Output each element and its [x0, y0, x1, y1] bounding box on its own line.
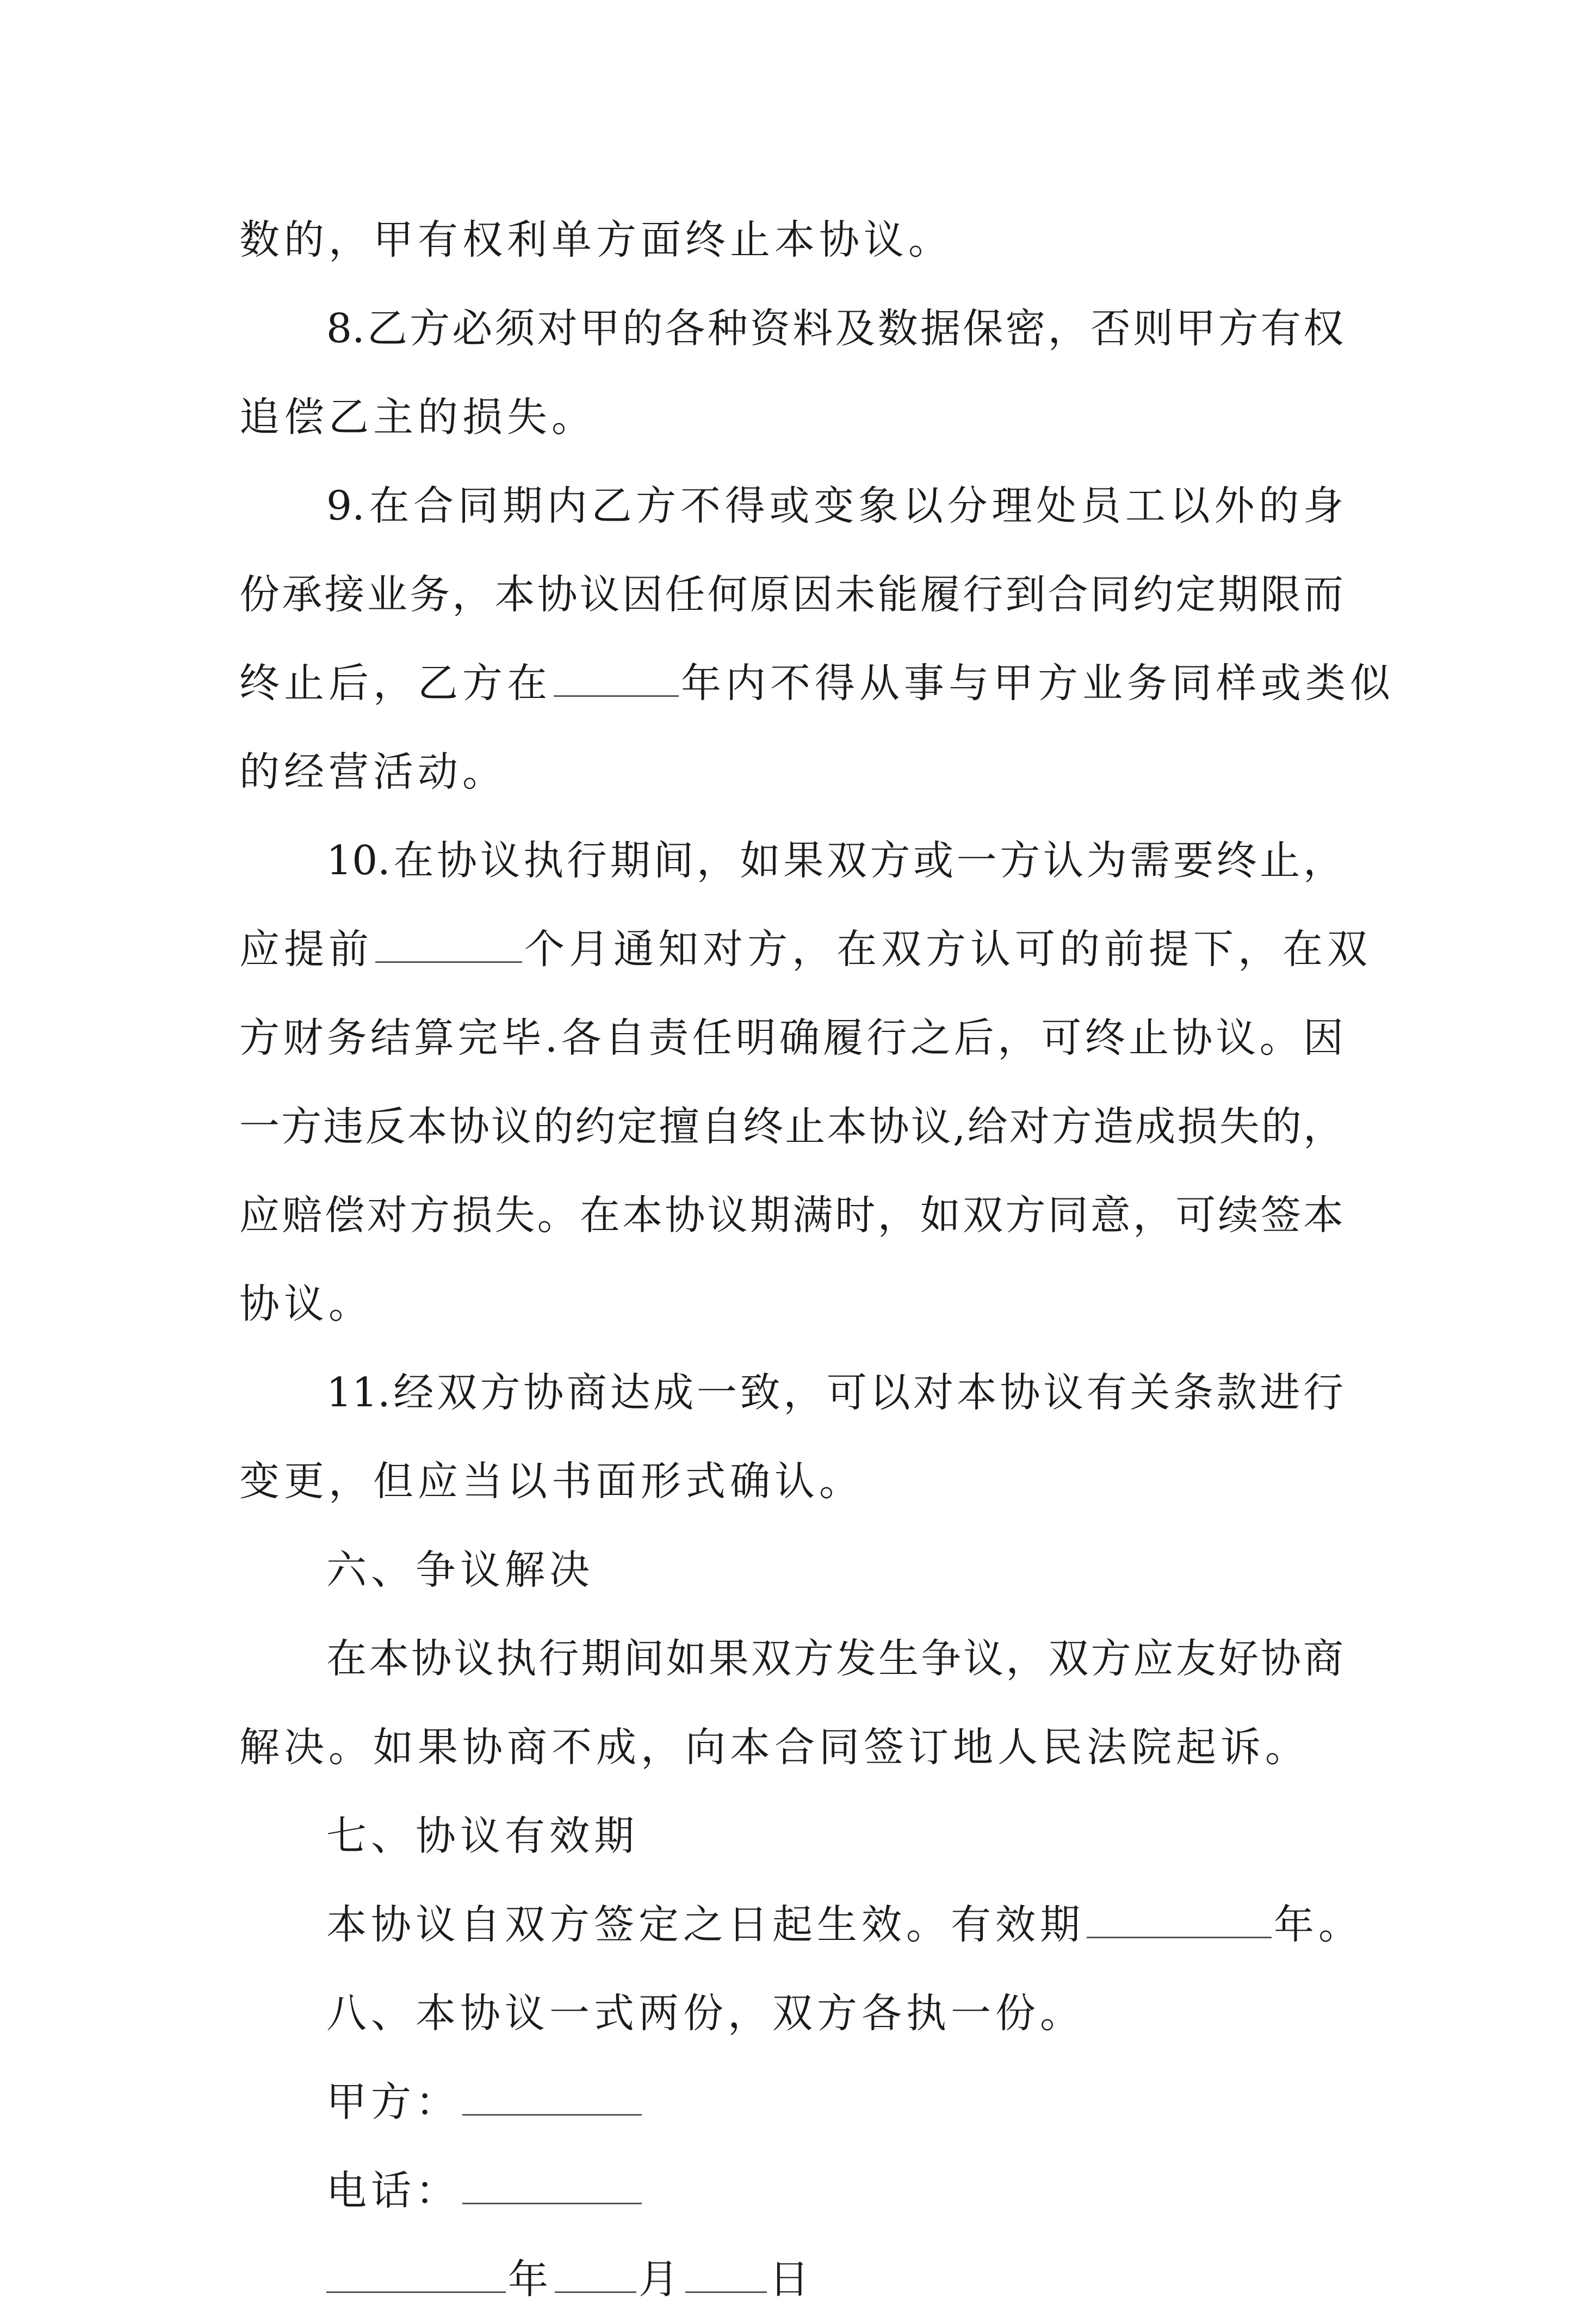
date-day-blank[interactable]	[685, 2253, 767, 2293]
paragraph-line	[239, 994, 1343, 1083]
date-year-blank[interactable]	[326, 2253, 506, 2293]
fill-in-blank-months[interactable]	[375, 923, 522, 963]
date-month-blank[interactable]	[555, 2253, 636, 2293]
line-text: 应赔偿对方损失。在本协议期满时，如双方同意，可续签本	[239, 1192, 1343, 1239]
paragraph-line	[239, 728, 1343, 817]
signature-date	[239, 2235, 1343, 2324]
line-text: 年内不得从事与甲方业务同样或类似	[681, 660, 1395, 707]
line-text: 的经营活动。	[239, 749, 507, 795]
line-text: 终止后，乙方在	[239, 660, 551, 707]
section-heading-validity	[239, 1792, 1343, 1881]
line-text: 方财务结算完毕.各自责任明确履行之后，可终止协议。因	[239, 1015, 1343, 1061]
line-text: 数的，甲有权利单方面终止本协议。	[239, 217, 953, 263]
paragraph-line-with-blank	[239, 639, 1395, 728]
line-text: 10.在协议执行期间，如果双方或一方认为需要终止，	[326, 837, 1343, 884]
year-label: 年	[508, 2256, 553, 2303]
paragraph-line	[239, 196, 1343, 285]
clause-9-line	[239, 462, 1343, 551]
paragraph-line-with-blank	[239, 905, 1372, 994]
line-text: 份承接业务，本协议因任何原因未能履行到合同约定期限而	[239, 571, 1343, 618]
line-text: 本协议自双方签定之日起生效。有效期	[326, 1901, 1085, 1948]
clause-10-line	[239, 817, 1343, 905]
paragraph-line	[239, 1615, 1343, 1703]
paragraph-line	[239, 1083, 1343, 1171]
line-text: 11.经双方协商达成一致，可以对本协议有关条款进行	[326, 1369, 1343, 1416]
paragraph-line	[239, 551, 1343, 639]
line-text: 协议。	[239, 1281, 373, 1327]
line-text: 在本协议执行期间如果双方发生争议，双方应友好协商	[326, 1635, 1343, 1682]
line-text: 变更，但应当以书面形式确认。	[239, 1458, 864, 1505]
line-text: 追偿乙主的损失。	[239, 394, 596, 441]
line-text: 个月通知对方，在双方认可的前提下，在双	[524, 926, 1372, 973]
phone-blank[interactable]	[462, 2165, 642, 2204]
signature-party-a	[239, 2058, 1343, 2147]
heading-text: 六、争议解决	[326, 1547, 594, 1593]
paragraph-line	[239, 1260, 1343, 1349]
line-text: 9.在合同期内乙方不得或变象以分理处员工以外的身	[326, 483, 1343, 529]
line-text: 解决。如果协商不成，向本合同签订地人民法院起诉。	[239, 1724, 1310, 1771]
section-heading-dispute	[239, 1526, 1343, 1615]
heading-text: 八、本协议一式两份，双方各执一份。	[326, 1990, 1085, 2037]
party-a-blank[interactable]	[462, 2076, 642, 2116]
line-text: 应提前	[239, 926, 373, 973]
heading-text: 七、协议有效期	[326, 1813, 639, 1859]
party-a-label: 甲方：	[326, 2079, 460, 2125]
line-text: 8.乙方必须对甲的各种资料及数据保密，否则甲方有权	[326, 305, 1343, 352]
phone-label: 电话：	[326, 2167, 460, 2214]
fill-in-blank-validity-years[interactable]	[1087, 1899, 1272, 1938]
line-text: 一方违反本协议的约定擅自终止本协议,给对方造成损失的，	[239, 1103, 1343, 1150]
paragraph-line	[239, 373, 1343, 462]
month-label: 月	[639, 2256, 683, 2303]
paragraph-line	[239, 1171, 1343, 1260]
clause-11-line	[239, 1349, 1343, 1437]
section-heading-copies	[239, 1969, 1343, 2058]
paragraph-line-with-blank	[239, 1881, 1363, 1969]
fill-in-blank-years[interactable]	[554, 657, 679, 697]
line-text: 年。	[1274, 1901, 1363, 1948]
signature-phone	[239, 2147, 1343, 2235]
document-body	[239, 196, 1395, 2324]
clause-8-line	[239, 285, 1343, 373]
paragraph-line	[239, 1703, 1343, 1792]
day-label: 日	[769, 2256, 814, 2303]
paragraph-line	[239, 1437, 1343, 1526]
